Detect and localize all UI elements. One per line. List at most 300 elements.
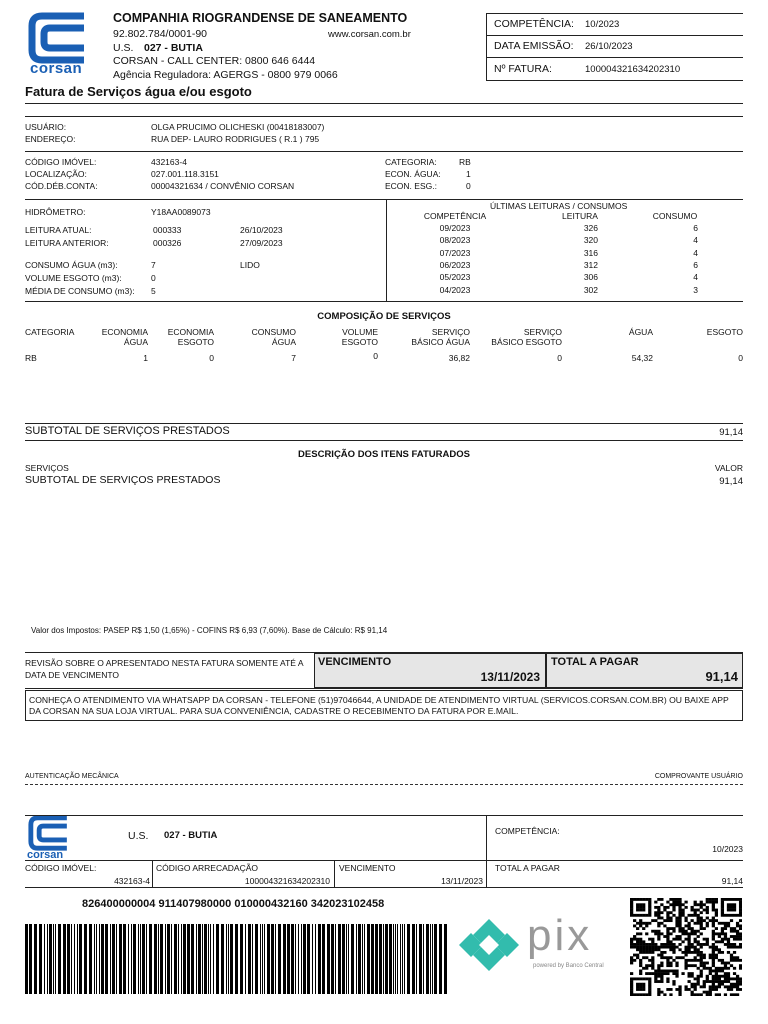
qr-module	[645, 951, 648, 954]
qr-module	[666, 943, 669, 946]
qr-module	[712, 948, 715, 951]
qr-module	[712, 985, 715, 988]
usuario-label: USUÁRIO:	[25, 122, 67, 132]
stub-vencimento-label: VENCIMENTO	[339, 863, 396, 873]
qr-module	[712, 924, 715, 927]
qr-module	[739, 980, 742, 983]
qr-module	[691, 927, 694, 930]
qr-module	[718, 959, 721, 962]
qr-module	[724, 922, 727, 925]
qr-module	[657, 935, 660, 938]
qr-module	[715, 977, 718, 980]
qr-module	[712, 951, 715, 954]
qr-module	[630, 991, 633, 994]
qr-module	[724, 985, 727, 988]
qr-module	[681, 932, 684, 935]
cnpj: 92.802.784/0001-90	[113, 28, 208, 40]
qr-module	[715, 909, 718, 912]
barcode-bar	[264, 924, 265, 994]
qr-module	[684, 917, 687, 920]
qr-module	[712, 970, 715, 973]
qr-module	[700, 993, 703, 996]
services-header-cell: ÁGUA	[123, 337, 148, 347]
qr-module	[651, 938, 654, 941]
leitura-atual-label: LEITURA ATUAL:	[25, 225, 92, 235]
pix-logo	[455, 911, 625, 975]
history-header-leitura: LEITURA	[562, 211, 598, 221]
qr-module	[642, 993, 645, 996]
qr-module	[639, 962, 642, 965]
qr-module	[648, 903, 651, 906]
qr-module	[706, 993, 709, 996]
barcode-bar	[119, 924, 122, 994]
stub-logo-text: corsan	[27, 849, 64, 861]
qr-module	[645, 956, 648, 959]
barcode-bar	[397, 924, 398, 994]
qr-module	[733, 938, 736, 941]
qr-module	[681, 956, 684, 959]
qr-module	[639, 983, 642, 986]
services-title: COMPOSIÇÃO DE SERVIÇOS	[317, 311, 451, 322]
stub-total-label: TOTAL A PAGAR	[495, 863, 560, 873]
qr-module	[709, 954, 712, 957]
qr-module	[721, 906, 724, 909]
qr-module	[669, 943, 672, 946]
qr-module	[651, 962, 654, 965]
qr-module	[660, 903, 663, 906]
qr-module	[697, 975, 700, 978]
competencia-value: 10/2023	[585, 19, 620, 30]
qr-module	[648, 988, 651, 991]
qr-module	[633, 919, 636, 922]
qr-module	[703, 956, 706, 959]
qr-module	[630, 911, 633, 914]
qr-module	[697, 948, 700, 951]
qr-module	[721, 938, 724, 941]
qr-module	[706, 980, 709, 983]
qr-module	[706, 962, 709, 965]
qr-module	[688, 914, 691, 917]
barcode-bar	[63, 924, 66, 994]
items-col-valor: VALOR	[714, 463, 743, 473]
qr-module	[657, 967, 660, 970]
barcode-bar	[327, 924, 330, 994]
qr-module	[684, 924, 687, 927]
qr-module	[648, 983, 651, 986]
qr-module	[678, 906, 681, 909]
barcode-bar	[174, 924, 177, 994]
qr-module	[709, 980, 712, 983]
notice-text: CONHEÇA O ATENDIMENTO VIA WHATSAPP DA CORSAN - TELEFONE (51)97046644, A UNIDADE DE ATENDIMENTO VIRTUAL (SERVICOS.CORSAN.COM.BR) OU BAIXE APP DA CORSAN NA SUA LOJA VIRTUAL. PARA SUA CONVENIÊNCIA, CADASTRE O RECEBIMENTO DA FATURA POR E.MAIL.	[29, 695, 729, 716]
qr-module	[703, 991, 706, 994]
qr-module	[657, 946, 660, 949]
barcode-bar	[77, 924, 78, 994]
barcode-bar	[395, 924, 396, 994]
qr-module	[669, 911, 672, 914]
qr-module	[727, 967, 730, 970]
qr-module	[684, 967, 687, 970]
qr-module	[636, 948, 639, 951]
qr-module	[697, 940, 700, 943]
leitura-atual-date: 26/10/2023	[240, 225, 283, 235]
qr-module	[730, 964, 733, 967]
qr-module	[727, 946, 730, 949]
qr-module	[688, 932, 691, 935]
history-cell: 6	[693, 259, 698, 270]
localizacao-value: 027.001.118.3151	[151, 169, 219, 179]
qr-module	[694, 930, 697, 933]
qr-module	[712, 983, 715, 986]
qr-module	[636, 940, 639, 943]
qr-module	[648, 993, 651, 996]
qr-module	[712, 954, 715, 957]
barcode-bar	[178, 924, 179, 994]
media-value: 5	[151, 286, 156, 296]
fatura-label: Nº FATURA:	[494, 63, 552, 75]
qr-module	[715, 914, 718, 917]
qr-module	[636, 946, 639, 949]
qr-module	[639, 964, 642, 967]
qr-module	[721, 911, 724, 914]
history-cell: 09/2023	[439, 223, 471, 233]
qr-module	[639, 940, 642, 943]
barcode-bar	[430, 924, 431, 994]
qr-module	[645, 943, 648, 946]
qr-module	[688, 940, 691, 943]
qr-module	[703, 903, 706, 906]
qr-module	[642, 898, 645, 901]
qr-module	[712, 962, 715, 965]
qr-module	[697, 959, 700, 962]
qr-module	[697, 914, 700, 917]
barcode-bar	[303, 924, 306, 994]
qr-module	[700, 943, 703, 946]
qr-module	[678, 938, 681, 941]
qr-module	[730, 906, 733, 909]
qr-module	[715, 975, 718, 978]
barcode-bar	[128, 924, 129, 994]
qr-module	[703, 909, 706, 912]
qr-module	[678, 917, 681, 920]
services-header-cell: ESGOTO	[177, 337, 214, 347]
qr-module	[669, 940, 672, 943]
services-cell: 54,32	[631, 353, 653, 363]
barcode-bar	[208, 924, 209, 994]
barcode-bar	[142, 924, 145, 994]
qr-module	[657, 991, 660, 994]
competencia-label: COMPETÊNCIA:	[494, 18, 574, 30]
history-cell: 08/2023	[439, 235, 471, 246]
qr-module	[678, 988, 681, 991]
barcode-bar	[89, 924, 92, 994]
qr-module	[739, 983, 742, 986]
qr-module	[678, 922, 681, 925]
qr-module	[700, 962, 703, 965]
qr-module	[739, 964, 742, 967]
usuario-value: OLGA PRUCIMO OLICHESKI (00418183007)	[151, 122, 325, 132]
barcode-bar	[228, 924, 229, 994]
qr-module	[709, 970, 712, 973]
qr-module	[657, 980, 660, 983]
qr-module	[666, 906, 669, 909]
history-cell: 320	[583, 235, 598, 246]
barcode-bar	[96, 924, 97, 994]
qr-module	[724, 898, 727, 901]
qr-module	[633, 924, 636, 927]
qr-module	[672, 948, 675, 951]
qr-module	[724, 914, 727, 917]
qr-module	[678, 956, 681, 959]
qr-module	[721, 983, 724, 986]
services-subtotal-value: 91,14	[719, 427, 743, 438]
qr-module	[706, 906, 709, 909]
qr-module	[736, 975, 739, 978]
qr-module	[724, 980, 727, 983]
qr-module	[700, 959, 703, 962]
qr-module	[709, 993, 712, 996]
qr-module	[715, 911, 718, 914]
qr-module	[660, 954, 663, 957]
lido-label: LIDO	[240, 260, 260, 270]
qr-module	[648, 909, 651, 912]
qr-module	[721, 909, 724, 912]
qr-module	[660, 977, 663, 980]
qr-module	[669, 919, 672, 922]
qr-module	[736, 932, 739, 935]
qr-module	[660, 911, 663, 914]
history-title: ÚLTIMAS LEITURAS / CONSUMOS	[490, 201, 628, 211]
barcode-bar	[383, 924, 384, 994]
qr-module	[645, 922, 648, 925]
econ-esg-label: ECON. ESG.:	[385, 181, 437, 191]
qr-module	[666, 962, 669, 965]
barcode-bar	[367, 924, 370, 994]
qr-module	[672, 909, 675, 912]
qr-module	[706, 967, 709, 970]
qr-module	[715, 954, 718, 957]
qr-module	[730, 988, 733, 991]
qr-module	[639, 909, 642, 912]
qr-module	[691, 919, 694, 922]
qr-module	[736, 922, 739, 925]
barcode-bar	[196, 924, 197, 994]
services-header-cell: SERVIÇO	[523, 327, 562, 337]
history-header-consumo: CONSUMO	[652, 211, 698, 221]
qr-module	[645, 898, 648, 901]
qr-module	[666, 946, 669, 949]
qr-module	[691, 909, 694, 912]
barcode-bar	[375, 924, 378, 994]
corsan-logo-icon	[28, 12, 100, 64]
services-header-cell: CONSUMO	[251, 327, 296, 337]
qr-module	[639, 906, 642, 909]
barcode-bar	[240, 924, 243, 994]
qr-module	[736, 956, 739, 959]
qr-module	[666, 964, 669, 967]
qr-module	[654, 906, 657, 909]
qr-module	[727, 924, 730, 927]
qr-module	[633, 898, 636, 901]
qr-module	[666, 927, 669, 930]
barcode-bar	[358, 924, 361, 994]
qr-module	[691, 983, 694, 986]
qr-module	[657, 964, 660, 967]
qr-module	[675, 917, 678, 920]
taxes-text: Valor dos Impostos: PASEP R$ 1,50 (1,65%) - COFINS R$ 6,93 (7,60%). Base de Cálculo: R$ 91,14	[31, 626, 388, 635]
qr-module	[697, 951, 700, 954]
qr-module	[630, 943, 633, 946]
qr-module	[721, 975, 724, 978]
website-link[interactable]: www.corsan.com.br	[328, 29, 411, 40]
qr-module	[681, 911, 684, 914]
qr-module	[715, 901, 718, 904]
qr-module	[684, 959, 687, 962]
services-cell: 0	[557, 353, 562, 363]
qr-module	[648, 901, 651, 904]
qr-module	[657, 972, 660, 975]
qr-module	[730, 909, 733, 912]
qr-module	[678, 911, 681, 914]
qr-module	[700, 970, 703, 973]
qr-module	[691, 959, 694, 962]
qr-module	[721, 951, 724, 954]
qr-module	[642, 922, 645, 925]
qr-module	[639, 988, 642, 991]
qr-module	[724, 927, 727, 930]
qr-module	[730, 927, 733, 930]
barcode-bar	[260, 924, 261, 994]
qr-module	[669, 932, 672, 935]
qr-module	[672, 983, 675, 986]
qr-module	[712, 943, 715, 946]
qr-module	[724, 993, 727, 996]
qr-module	[678, 909, 681, 912]
services-header-cell: VOLUME	[342, 327, 378, 337]
qr-module	[691, 946, 694, 949]
qr-module	[681, 927, 684, 930]
qr-module	[648, 906, 651, 909]
qr-module	[727, 988, 730, 991]
barcode-bar	[278, 924, 281, 994]
qr-module	[715, 927, 718, 930]
qr-module	[657, 924, 660, 927]
qr-module	[660, 964, 663, 967]
qr-module	[642, 914, 645, 917]
barcode-bar	[167, 924, 170, 994]
qr-module	[688, 938, 691, 941]
qr-module	[639, 970, 642, 973]
qr-module	[669, 988, 672, 991]
qr-module	[666, 970, 669, 973]
barcode-bar	[84, 924, 87, 994]
qr-module	[724, 964, 727, 967]
qr-module	[733, 967, 736, 970]
qr-module	[636, 909, 639, 912]
qr-module	[721, 970, 724, 973]
qr-module	[657, 932, 660, 935]
qr-module	[715, 898, 718, 901]
qr-module	[730, 943, 733, 946]
qr-module	[727, 938, 730, 941]
qr-module	[715, 985, 718, 988]
qr-module	[666, 956, 669, 959]
qr-module	[700, 917, 703, 920]
qr-module	[645, 964, 648, 967]
qr-module	[706, 911, 709, 914]
barcode-bar	[160, 924, 163, 994]
qr-module	[700, 922, 703, 925]
qr-module	[691, 964, 694, 967]
qr-module	[642, 940, 645, 943]
qr-module	[684, 951, 687, 954]
qr-module	[663, 909, 666, 912]
qr-module	[657, 914, 660, 917]
vencimento-label: VENCIMENTO	[318, 656, 392, 668]
qr-module	[739, 935, 742, 938]
econ-agua-label: ECON. ÁGUA:	[385, 169, 441, 179]
qr-module	[703, 964, 706, 967]
qr-module	[691, 985, 694, 988]
qr-module	[736, 930, 739, 933]
qr-module	[730, 930, 733, 933]
qr-module	[730, 977, 733, 980]
qr-module	[733, 946, 736, 949]
barcode-bar	[335, 924, 336, 994]
qr-module	[709, 988, 712, 991]
barcode-bar	[44, 924, 45, 994]
qr-module	[724, 924, 727, 927]
qr-module	[669, 956, 672, 959]
qr-module	[657, 970, 660, 973]
autenticacao-label: AUTENTICAÇÃO MECÂNICA	[25, 773, 119, 780]
qr-module	[724, 967, 727, 970]
qr-module	[639, 919, 642, 922]
qr-module	[706, 901, 709, 904]
qr-module	[666, 901, 669, 904]
qr-module	[663, 943, 666, 946]
econ-agua-value: 1	[466, 169, 471, 179]
qr-module	[684, 906, 687, 909]
qr-module	[721, 932, 724, 935]
qr-module	[639, 924, 642, 927]
qr-module	[727, 903, 730, 906]
qr-module	[657, 948, 660, 951]
qr-module	[688, 980, 691, 983]
qr-module	[672, 946, 675, 949]
items-title: DESCRIÇÃO DOS ITENS FATURADOS	[298, 449, 470, 460]
barcode-bar	[432, 924, 433, 994]
qr-module	[739, 914, 742, 917]
qr-module	[733, 935, 736, 938]
qr-module	[630, 977, 633, 980]
history-cell: 6	[693, 223, 698, 233]
barcode-bar	[25, 924, 28, 994]
qr-module	[715, 948, 718, 951]
coddeb-label: CÓD.DÉB.CONTA:	[25, 181, 98, 191]
barcode-bar	[183, 924, 186, 994]
qr-module	[712, 938, 715, 941]
hidrometro-value: Y18AA0089073	[151, 207, 211, 217]
qr-module	[657, 909, 660, 912]
qr-module	[684, 964, 687, 967]
qr-module	[736, 985, 739, 988]
qr-module	[691, 972, 694, 975]
qr-module	[672, 898, 675, 901]
qr-module	[645, 948, 648, 951]
barcode-bar	[58, 924, 61, 994]
qr-module	[642, 983, 645, 986]
barcode-bar	[53, 924, 54, 994]
